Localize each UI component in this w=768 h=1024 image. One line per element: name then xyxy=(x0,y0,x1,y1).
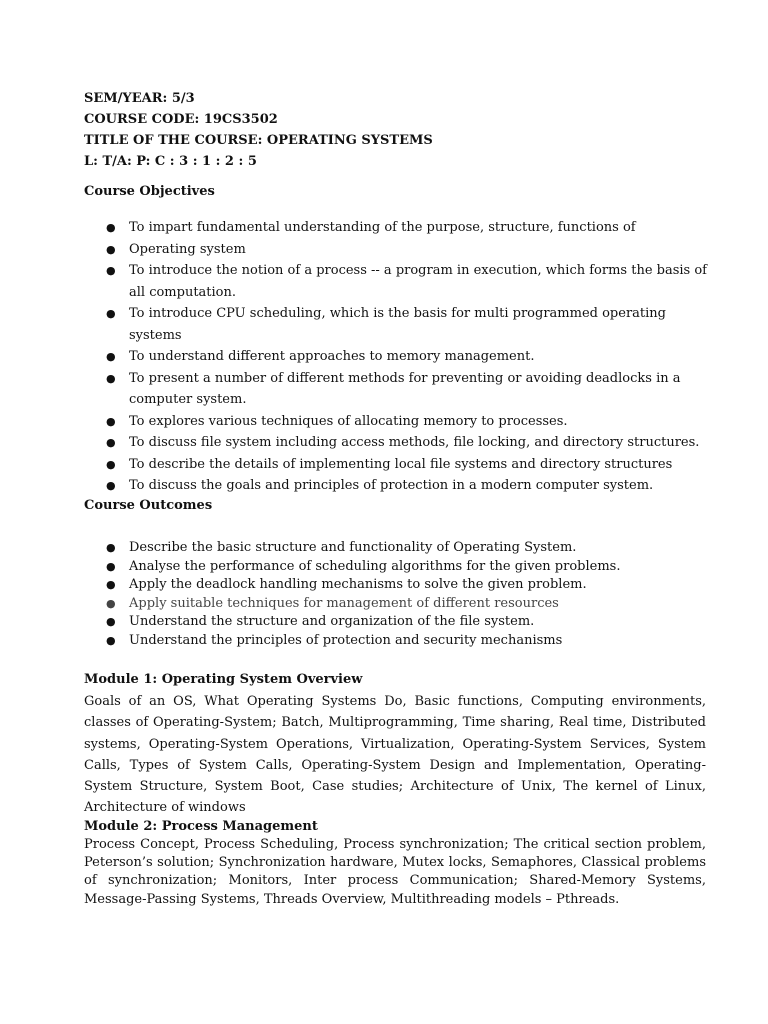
list-item: ● To understand different approaches to memory management. xyxy=(106,349,535,364)
course-header xyxy=(84,88,433,172)
list-item: ● To impart fundamental understanding of the purpose, structure, functions of xyxy=(106,220,636,235)
outcomes-list xyxy=(84,539,708,651)
list-item: ● Analyse the performance of scheduling algorithms for the given problems. xyxy=(106,558,621,574)
list-item: ● To describe the details of implementing local file systems and directory structures xyxy=(106,456,673,472)
list-item: ● To discuss the goals and principles of protection in a modern computer system. xyxy=(106,478,654,493)
module2-body: Process Concept, Process Scheduling, Process synchronization; The critical section problem, Peterson’s solution; Synchronization hardware, Mutex locks, Semaphores, Classical problems of synchronization; Monitors, Inter process Communication; Shared-Memory Systems, Message-Passing Systems, Threads Overview, Multithreading models – Pthreads. xyxy=(84,837,706,907)
list-item: ● Apply suitable techniques for management of different resources xyxy=(106,595,559,611)
module1-body: Goals of an OS, What Operating Systems Do, Basic functions, Computing environments, classes of Operating-System; Batch, Multiprogramming, Time sharing, Real time, Distributed systems, Operating-System Operations, Virtualization, Operating-System Services, System Calls, Types of System Calls, Operating-System Design and Implementation, Operating-System Structure, System Boot, Case studies; Architecture of Unix, The kernel of Linux, Architecture of windows xyxy=(84,694,706,816)
ltpc-credits: L: T/A: P: C : 3 : 1 : 2 : 5 xyxy=(84,154,257,169)
objectives-heading: Course Objectives xyxy=(84,184,215,199)
list-item: ● Understand the principles of protection and security mechanisms xyxy=(106,632,563,648)
sem-year: SEM/YEAR: 5/3 xyxy=(84,91,195,106)
list-item: ● Describe the basic structure and functionality of Operating System. xyxy=(106,540,577,555)
outcomes-heading: Course Outcomes xyxy=(84,498,213,513)
module1-heading: Module 1: Operating System Overview xyxy=(84,672,363,687)
list-item: ● Apply the deadlock handling mechanisms to solve the given problem. xyxy=(106,577,587,593)
course-title: TITLE OF THE COURSE: OPERATING SYSTEMS xyxy=(84,133,433,148)
module2-heading: Module 2: Process Management xyxy=(84,819,318,834)
list-item: ● To explores various techniques of allocating memory to processes. xyxy=(106,413,568,429)
list-item: ● To introduce the notion of a process -- a program in execution, which forms the basis of all computation. xyxy=(106,263,707,300)
objectives-list xyxy=(84,217,708,497)
list-item: ● To present a number of different methods for preventing or avoiding deadlocks in a computer system. xyxy=(106,370,681,407)
list-item: ● Understand the structure and organization of the file system. xyxy=(106,614,535,630)
list-item: ● Operating system xyxy=(106,241,246,257)
list-item: ● To introduce CPU scheduling, which is the basis for multi programmed operating systems xyxy=(106,306,666,343)
course-code: COURSE CODE: 19CS3502 xyxy=(84,112,278,127)
list-item: ● To discuss file system including access methods, file locking, and directory structures. xyxy=(106,435,700,450)
